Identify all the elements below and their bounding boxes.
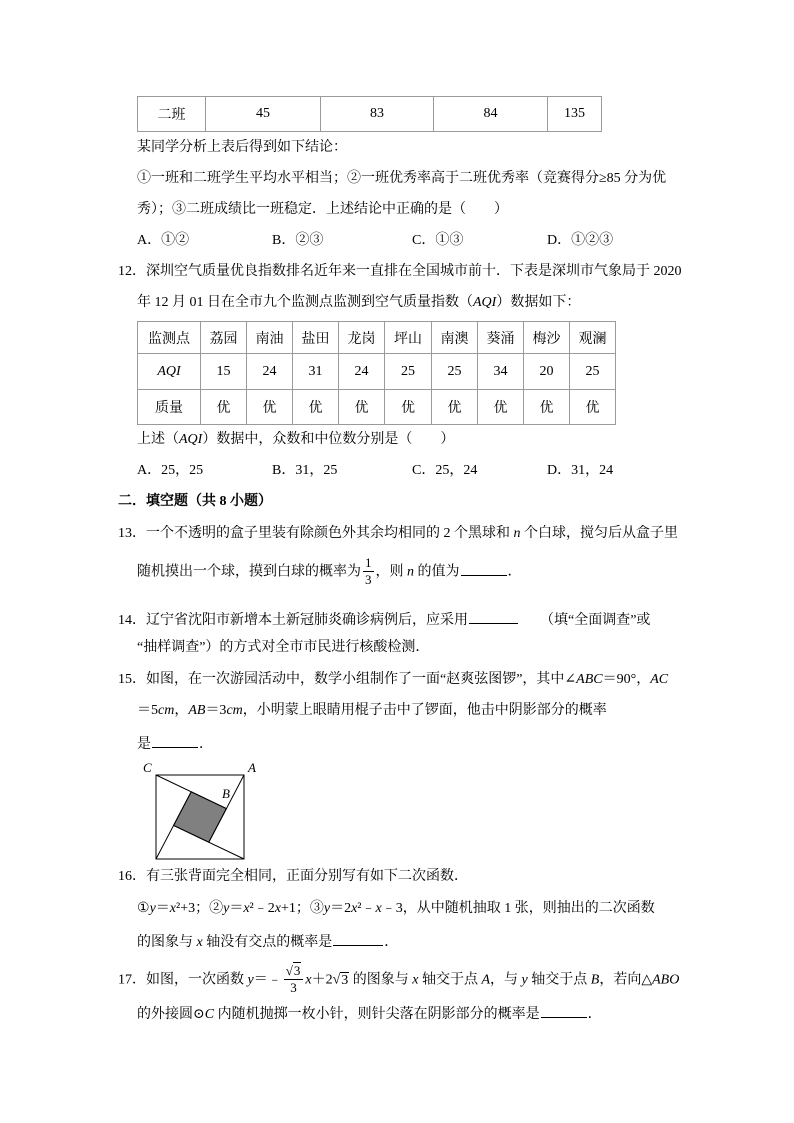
- aqi-table-cell: 优: [478, 390, 524, 425]
- variable-y: y: [223, 901, 230, 916]
- aqi-table-cell: 龙岗: [339, 322, 385, 354]
- aqi-table-row-label: 质量: [138, 390, 201, 425]
- q17-text: ＋2: [311, 972, 333, 988]
- q14-text: 14．辽宁省沈阳市新增本土新冠肺炎确诊病例后，应采用: [118, 613, 468, 628]
- q11-option-b: B．②③: [272, 233, 324, 248]
- q17-text: ，若向△: [599, 972, 653, 988]
- q17-text: 的外接圆⊙: [137, 1007, 205, 1022]
- q16-text: ＝: [155, 901, 170, 916]
- q11-conclusions-line2: 秀）；③二班成绩比一班稳定．上述结论中正确的是（ ）: [137, 202, 508, 217]
- q16-text: ①: [137, 901, 150, 916]
- q13-text: 随机摸出一个球，摸到白球的概率为: [137, 564, 361, 580]
- aqi-table-cell: 31: [293, 354, 339, 390]
- point-label-a: A: [248, 760, 256, 775]
- variable-y: y: [323, 901, 331, 916]
- slope-fraction: [284, 964, 304, 995]
- q13-text: ，则: [375, 564, 407, 580]
- fraction-denominator: 3: [365, 572, 372, 587]
- variable-y: y: [247, 972, 254, 988]
- score-cell: 84: [434, 97, 548, 132]
- variable-x: x: [243, 901, 250, 916]
- radicand: 3: [293, 963, 301, 978]
- probability-fraction: [363, 556, 374, 587]
- aqi-table-cell: 梅沙: [524, 322, 570, 354]
- aqi-table: [137, 321, 616, 425]
- q13-line1: [118, 524, 678, 544]
- aqi-table-cell: 观澜: [570, 322, 616, 354]
- aqi-table-cell: 优: [201, 390, 247, 425]
- variable-x: x: [196, 935, 203, 950]
- answer-blank: [541, 1002, 587, 1018]
- aqi-table-cell: 南油: [247, 322, 293, 354]
- circle-c: C: [204, 1007, 215, 1022]
- aqi-table-cell: 25: [432, 354, 478, 390]
- q15-line3: [137, 732, 213, 752]
- q16-text: 轴没有交点的概率是: [202, 935, 333, 950]
- variable-x: x: [169, 901, 176, 916]
- q14-line1: [118, 608, 650, 628]
- q17-text: 轴交于点: [418, 972, 482, 988]
- aqi-table-cell: 优: [247, 390, 293, 425]
- q11-intro: 某同学分析上表后得到如下结论：: [137, 140, 347, 155]
- score-cell: 45: [206, 97, 321, 132]
- answer-blank: [461, 560, 507, 576]
- class-name-cell: 二班: [138, 97, 206, 132]
- q17-line1: [118, 963, 680, 995]
- q15-text: ．: [199, 737, 213, 752]
- q17-text: ＝﹣: [253, 972, 282, 988]
- variable-n: n: [407, 564, 414, 580]
- aqi-table-cell: 葵涌: [478, 322, 524, 354]
- aqi-table-cell: 20: [524, 354, 570, 390]
- section-heading: 二．填空题（共 8 小题）: [118, 494, 272, 509]
- aqi-table-cell: 荔园: [201, 322, 247, 354]
- q16-text: ﹣3，从中随机抽取 1 张，则抽出的二次函数: [381, 901, 655, 916]
- variable-y: y: [521, 972, 528, 988]
- q12-option-d: D．31，24: [547, 463, 614, 478]
- q11-option-c: C．①③: [412, 233, 464, 248]
- aqi-table-aqi-row: [138, 354, 616, 390]
- q12-option-c: C．25，24: [412, 463, 478, 478]
- q16-text: ²﹣: [357, 901, 376, 916]
- fraction-denominator: 3: [290, 980, 297, 995]
- q11-option-d: D．①②③: [547, 233, 614, 248]
- triangle-abo: ABO: [652, 972, 680, 988]
- q13-text: 个白球，搅匀后从盒子里: [520, 526, 678, 541]
- point-a: A: [481, 972, 491, 988]
- q15-line1: [118, 670, 668, 690]
- aqi-table-cell: 24: [339, 354, 385, 390]
- q15-text: 是: [137, 737, 151, 752]
- aqi-table-cell: 优: [293, 390, 339, 425]
- angle-abc: ABC: [576, 672, 603, 687]
- q17-text: 轴交于点: [527, 972, 591, 988]
- q16-text: ²+3；②: [176, 901, 224, 916]
- q15-text: ＝3: [205, 703, 227, 718]
- q16-text: ＝2: [330, 901, 352, 916]
- q15-text: ，小明蒙上眼睛用棍子击中了锣面，他击中阴影部分的概率: [242, 703, 607, 718]
- radical-term: [333, 972, 350, 988]
- radical-sign: √: [332, 972, 341, 988]
- q16-text: ．: [384, 935, 399, 950]
- q11-conclusions-line1: ①一班和二班学生平均水平相当；②一班优秀率高于二班优秀率（竞赛得分≥85 分为优: [137, 171, 667, 186]
- aqi-table-cell: 优: [524, 390, 570, 425]
- answer-blank: [333, 930, 383, 946]
- variable-x: x: [274, 901, 281, 916]
- aqi-table-header-row: [138, 322, 616, 354]
- segment-ab: AB: [188, 703, 206, 718]
- q12-line2-text: ）数据如下：: [496, 295, 581, 310]
- q13-line2: [137, 555, 522, 587]
- q13-text: ．: [507, 564, 522, 580]
- aqi-table-quality-row: [138, 390, 616, 425]
- q15-text: ＝90°，: [602, 672, 651, 687]
- q16-line3: [137, 930, 398, 950]
- fraction-numerator: [284, 964, 304, 980]
- q14-line2: “抽样调查”）的方式对全市市民进行核酸检测．: [137, 640, 430, 655]
- q12-line1: 12．深圳空气质量优良指数排名近年来一直排在全国城市前十．下表是深圳市气象局于 2020: [118, 264, 682, 279]
- variable-n: n: [513, 526, 521, 541]
- q16-text: 的图象与: [137, 935, 197, 950]
- q17-text: 的图象与: [349, 972, 413, 988]
- answer-blank: [152, 732, 198, 748]
- aqi-term: AQI: [179, 432, 203, 447]
- aqi-table-cell: 优: [339, 390, 385, 425]
- q16-text: ²﹣2: [249, 901, 275, 916]
- q16-line2: [137, 899, 655, 919]
- segment-ac: AC: [650, 672, 669, 687]
- variable-x: x: [351, 901, 358, 916]
- q16-line1: 16．有三张背面完全相同，正面分别写有如下二次函数．: [118, 869, 468, 884]
- answer-blank: [469, 608, 518, 624]
- aqi-table-cell: 34: [478, 354, 524, 390]
- q12-question-text: ）数据中，众数和中位数分别是（ ）: [202, 432, 455, 447]
- variable-x: x: [305, 972, 312, 988]
- score-cell: 83: [321, 97, 434, 132]
- aqi-table-cell: 25: [385, 354, 432, 390]
- score-cell: 135: [548, 97, 602, 132]
- fraction-numerator: 1: [365, 555, 372, 570]
- q11-option-a: A．①②: [137, 233, 190, 248]
- q17-line2: [137, 1002, 602, 1022]
- aqi-table-cell: 15: [201, 354, 247, 390]
- q15-text: ，: [174, 703, 189, 718]
- q15-text: ＝5: [137, 703, 158, 718]
- zhao-shuang-figure: [140, 756, 265, 866]
- aqi-table-cell: 25: [570, 354, 616, 390]
- radicand: 3: [341, 972, 349, 988]
- aqi-table-cell: 南澳: [432, 322, 478, 354]
- variable-x: x: [412, 972, 419, 988]
- q12-line2: [137, 293, 580, 313]
- q13-text: 13．一个不透明的盒子里装有除颜色外其余均相同的 2 个黑球和: [118, 526, 514, 541]
- point-label-b: B: [222, 786, 230, 801]
- q12-question: [137, 430, 454, 450]
- aqi-table-cell: 24: [247, 354, 293, 390]
- q17-text: ，与: [490, 972, 522, 988]
- unit-cm: cm: [226, 703, 243, 718]
- point-label-c: C: [143, 760, 152, 775]
- aqi-table-cell: 优: [432, 390, 478, 425]
- q14-text: （填“全面调查”或: [519, 613, 651, 628]
- q12-option-b: B．31，25: [272, 463, 338, 478]
- q12-option-a: A．25，25: [137, 463, 204, 478]
- q17-text: 17．如图，一次函数: [118, 972, 248, 988]
- q15-text: 15．如图，在一次游园活动中，数学小组制作了一面“赵爽弦图锣”，其中∠: [118, 672, 577, 687]
- q17-text: 内随机抛掷一枚小针，则针尖落在阴影部分的概率是: [214, 1007, 540, 1022]
- aqi-table-cell: 坪山: [385, 322, 432, 354]
- aqi-term: AQI: [473, 295, 497, 310]
- q16-text: ＝: [229, 901, 244, 916]
- shaded-inner-square: [174, 792, 227, 842]
- q17-text: ．: [587, 1007, 602, 1022]
- variable-x: x: [375, 901, 382, 916]
- aqi-table-cell: 优: [385, 390, 432, 425]
- q13-text: 的值为: [414, 564, 460, 580]
- q16-text: +1；③: [280, 901, 324, 916]
- aqi-table-cell: 优: [570, 390, 616, 425]
- q12-line2-text: 年 12 月 01 日在全市九个监测点监测到空气质量指数（: [137, 295, 473, 310]
- q15-line2: [137, 701, 607, 721]
- aqi-table-cell: 盐田: [293, 322, 339, 354]
- aqi-table-row-label: 监测点: [138, 322, 201, 354]
- aqi-table-row-label: AQI: [138, 354, 201, 390]
- q12-question-text: 上述（: [137, 432, 179, 447]
- unit-cm: cm: [158, 703, 175, 718]
- variable-y: y: [149, 901, 156, 916]
- radical-sign: √: [285, 963, 293, 978]
- point-b: B: [590, 972, 600, 988]
- score-table-row: [138, 97, 602, 132]
- score-table: [137, 96, 602, 132]
